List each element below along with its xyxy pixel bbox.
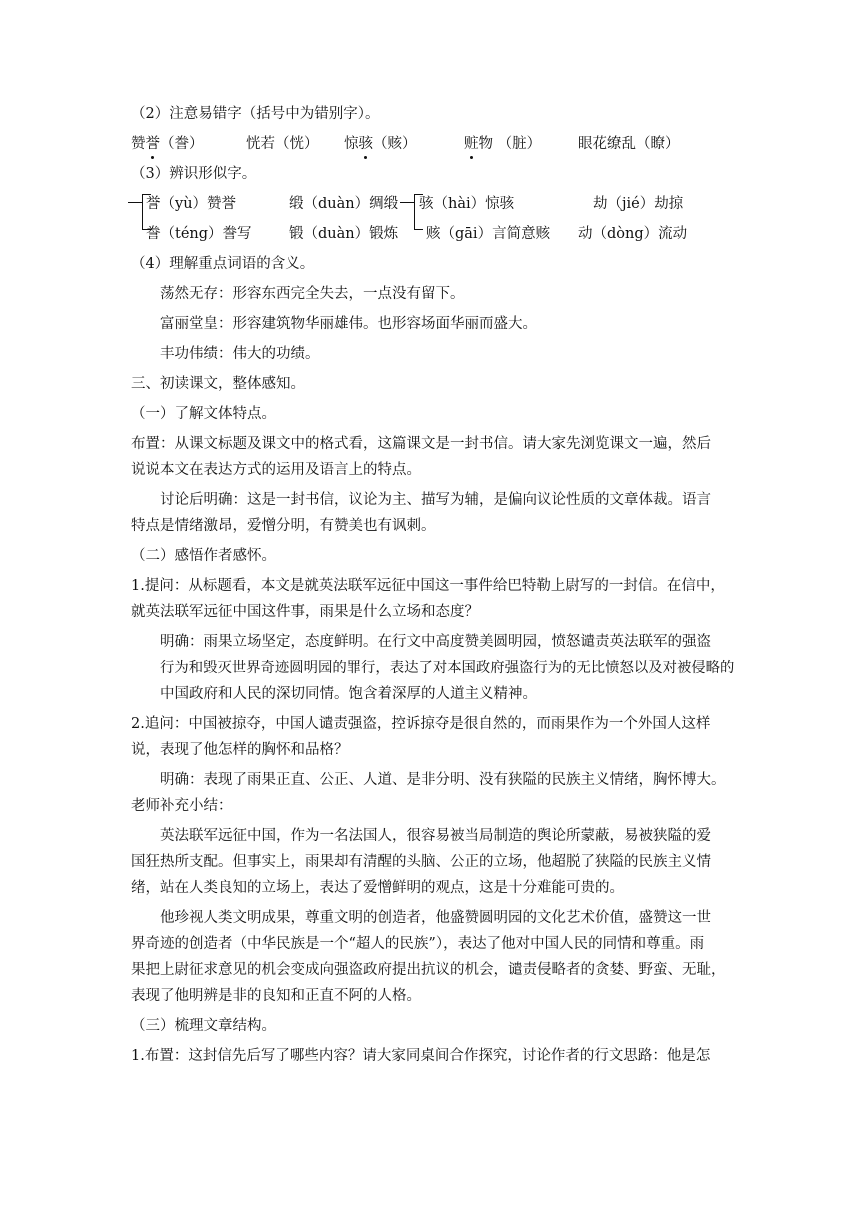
typo-word-2: 恍若（恍） <box>246 136 319 152</box>
typo-word-3: 惊骇（赅） <box>344 136 417 152</box>
similar-pair-4a: 劫（jié）劫掠 <box>593 196 684 212</box>
answer-1a: 明确：雨果立场坚定，态度鲜明。在行文中高度赞美圆明园，愤怒谴责英法联军的强盗 <box>160 634 711 650</box>
word-definition-3: 丰功伟绩：伟大的功绩。 <box>160 346 320 362</box>
typo-word-5: 眼花缭乱（瞭） <box>578 136 680 152</box>
similar-pair-3a: 骇（hài）惊骇 <box>419 196 515 212</box>
similar-pair-4b: 动（dòng）流动 <box>578 226 688 242</box>
item-words-heading: （4）理解重点词语的含义。 <box>131 256 315 272</box>
similar-pair-2b: 锻（duàn）锻炼 <box>289 226 399 242</box>
paragraph-discuss-a: 讨论后明确：这是一封书信，议论为主、描写为辅，是偏向议论性质的文章体裁。语言 <box>160 492 711 508</box>
item-similar-heading: （3）辨识形似字。 <box>131 166 257 182</box>
question-2a: 2.追问：中国被掠夺，中国人谴责强盗，控诉掠夺是很自然的，而雨果作为一个外国人这样 <box>131 716 711 732</box>
word-definition-2: 富丽堂皇：形容建筑物华丽雄伟。也形容场面华丽而盛大。 <box>160 316 537 332</box>
answer-2a: 明确：表现了雨果正直、公正、人道、是非分明、没有狭隘的民族主义情绪，胸怀博大。 <box>160 772 726 788</box>
summary-2a: 他珍视人类文明成果，尊重文明的创造者，他盛赞圆明园的文化艺术价值，盛赞这一世 <box>160 910 711 926</box>
subsection-heading-1: （一）了解文体特点。 <box>131 406 276 422</box>
section-heading-3: 三、初读课文，整体感知。 <box>131 376 305 392</box>
typo-word-4: 赃物 （脏） <box>464 136 542 152</box>
subsection-heading-3: （三）梳理文章结构。 <box>131 1018 276 1034</box>
emphasis-dot-char: 赃 <box>464 136 479 152</box>
similar-pair-1a: 誉（yù）赞誉 <box>146 196 237 212</box>
summary-2d: 表现了他明辨是非的良知和正直不阿的人格。 <box>131 988 421 1004</box>
similar-pair-2a: 缎（duàn）绸缎 <box>289 196 399 212</box>
summary-1b: 国狂热所支配。但事实上，雨果却有清醒的头脑、公正的立场，他超脱了狭隘的民族主义情 <box>131 854 711 870</box>
item-typos-heading: （2）注意易错字（括号中为错别字）。 <box>131 106 380 122</box>
similar-row-2 <box>0 224 860 244</box>
summary-1a: 英法联军远征中国，作为一名法国人，很容易被当局制造的舆论所蒙蔽，易被狭隘的爱 <box>160 828 711 844</box>
summary-2c: 果把上尉征求意见的机会变成向强盗政府提出抗议的机会，谴责侵略者的贪婪、野蛮、无耻， <box>131 962 726 978</box>
answer-1c: 中国政府和人民的深切同情。饱含着深厚的人道主义精神。 <box>160 686 537 702</box>
paragraph-discuss-b: 特点是情绪激昂，爱憎分明，有赞美也有讽刺。 <box>131 518 436 534</box>
similar-pair-1b: 誊（téng）誊写 <box>146 226 252 242</box>
similar-pair-3b: 赅（gāi）言简意赅 <box>426 226 551 242</box>
summary-2b: 界奇迹的创造者（中华民族是一个“超人的民族”），表达了他对中国人民的同情和尊重。雨 <box>131 936 705 952</box>
answer-1b: 行为和毁灭世界奇迹圆明园的罪行，表达了对本国政府强盗行为的无比愤怒以及对被侵略的 <box>160 660 735 676</box>
assignment-structure: 1.布置：这封信先后写了哪些内容？请大家同桌间合作探究，讨论作者的行文思路：他是怎 <box>131 1048 711 1064</box>
question-1b: 就英法联军远征中国这件事，雨果是什么立场和态度？ <box>131 604 479 620</box>
typo-word-1: 赞誉（誊） <box>131 136 204 152</box>
emphasis-dot-char: 誉 <box>145 136 160 152</box>
question-2b: 说，表现了他怎样的胸怀和品格？ <box>131 742 349 758</box>
paragraph-assign-1b: 说说本文在表达方式的运用及语言上的特点。 <box>131 462 421 478</box>
answer-2b: 老师补充小结： <box>131 798 233 814</box>
similar-row-1 <box>0 194 860 214</box>
typo-row <box>0 134 860 154</box>
word-definition-1: 荡然无存：形容东西完全失去，一点没有留下。 <box>160 286 465 302</box>
summary-1c: 绪，站在人类良知的立场上，表达了爱憎鲜明的观点，这是十分难能可贵的。 <box>131 880 624 896</box>
paragraph-assign-1a: 布置：从课文标题及课文中的格式看，这篇课文是一封书信。请大家先浏览课文一遍，然后 <box>131 436 711 452</box>
emphasis-dot-char: 骇 <box>358 136 373 152</box>
subsection-heading-2: （二）感悟作者感怀。 <box>131 548 276 564</box>
question-1a: 1.提问：从标题看，本文是就英法联军远征中国这一事件给巴特勒上尉写的一封信。在信中， <box>131 578 725 594</box>
